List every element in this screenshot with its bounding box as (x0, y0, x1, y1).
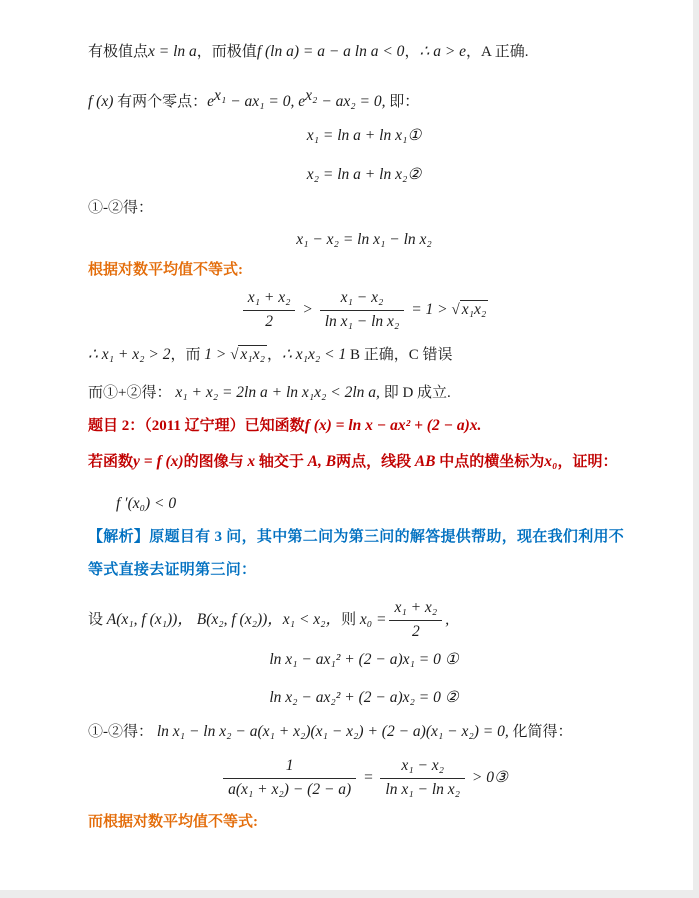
text-run: 两点，线段 (336, 454, 415, 470)
text-run: 而根据对数平均值不等式: (88, 814, 258, 830)
math-run: 1 > (204, 346, 231, 363)
math-run: A, B (307, 453, 337, 470)
text-run: ①-②得： (88, 724, 153, 740)
text-run: 中点的横坐标为 (435, 454, 545, 470)
equation-difference (88, 230, 640, 251)
math-run: ∴ a > e (419, 43, 467, 60)
math-run: , (445, 610, 450, 628)
fraction (380, 756, 465, 801)
math-run: f ′(x₀) < 0 (116, 495, 177, 512)
heading-problem-2-statement (88, 452, 640, 473)
exponent: x₁ (214, 87, 227, 104)
math-run: = 1 > (407, 300, 452, 318)
heading-problem-2 (88, 416, 640, 437)
equation-root-1 (88, 650, 640, 671)
fraction-denominator: 2 (265, 312, 273, 330)
paragraph-extreme-point (88, 42, 640, 63)
math-run: f (ln a) = a − a ln a < 0 (256, 43, 405, 60)
math-run: x₁ − x₂ = ln x₁ − ln x₂ (296, 231, 432, 248)
exponent: x₂ (305, 87, 318, 104)
text-run: 题目 2：（2011 辽宁理）已知函数 (88, 418, 305, 434)
text-run: 有两个零点： (113, 94, 208, 110)
heading-log-mean-inequality (88, 260, 640, 280)
fraction-denominator: ln x₁ − ln x₂ (324, 312, 400, 330)
heading-log-mean-inequality-2 (88, 812, 640, 832)
radicand: x₁x₂ (461, 300, 487, 318)
text-run: ，证明： (557, 454, 618, 470)
text-run: 【解析】原题目有 3 问，其中第二问为第三问的解答提供帮助，现在我们利用不 (88, 529, 625, 545)
math-run: − ax₂ = 0, (317, 93, 386, 110)
equation-log-mean (88, 288, 640, 333)
text-run: ，而 (170, 347, 205, 363)
paragraph-subtract-simplify (88, 722, 640, 743)
text-run: 而①+②得： (88, 385, 172, 401)
text-run: 即： (385, 94, 420, 110)
math-run: x₂ = ln a + ln x₂② (306, 166, 422, 183)
math-run: x = ln a (148, 43, 197, 60)
equation-1 (88, 126, 640, 147)
fraction-denominator: a(x₁ + x₂) − (2 − a) (228, 780, 352, 798)
text-run: ，而极值 (196, 44, 257, 60)
fraction (243, 288, 296, 333)
math-run: x₁ = ln a + ln x₁① (306, 127, 422, 144)
document-body (88, 0, 640, 890)
fraction (223, 756, 356, 801)
math-run: f (x) (88, 93, 114, 110)
math-run: x (247, 453, 256, 470)
math-run: > 0③ (468, 768, 508, 786)
text-run: 若函数 (88, 454, 134, 470)
math-run: ln x₂ − ax₂² + (2 − a)x₂ = 0 ② (269, 689, 459, 706)
square-root (230, 347, 267, 363)
radicand: x₁x₂ (240, 346, 265, 363)
page-edge-right (693, 0, 699, 898)
heading-analysis-line-2 (88, 560, 640, 580)
fraction-denominator: 2 (411, 622, 420, 640)
text-run: ， (404, 44, 420, 60)
paragraph-two-zeros (88, 86, 640, 113)
text-run: 设 (88, 611, 107, 628)
math-run: > (298, 300, 317, 318)
fraction (389, 598, 442, 643)
math-run: x₁ + x₂ = 2ln a + ln x₁x₂ < 2ln a, (171, 384, 380, 401)
math-run: = (359, 768, 378, 786)
radical-sign: √ (451, 301, 460, 318)
math-run: x₀ = (359, 610, 387, 628)
math-run: e (207, 93, 215, 110)
equation-root-2 (88, 688, 640, 709)
page-edge-bottom (0, 890, 699, 898)
paragraph-setup-points (88, 598, 640, 643)
text-run: B 正确，C 错误 (346, 347, 453, 363)
heading-analysis-line-1 (88, 527, 640, 547)
fraction-numerator: 1 (223, 756, 356, 779)
math-run: x₀ (544, 453, 558, 470)
text-run: 根据对数平均值不等式: (88, 262, 243, 278)
text-run: 有极值点 (88, 44, 149, 60)
equation-derivative-negative (88, 494, 668, 515)
math-run: y = f (x) (133, 453, 184, 470)
text-run: 等式直接去证明第三问： (88, 562, 257, 578)
fraction-numerator: x₁ + x₂ (389, 598, 442, 621)
paragraph-subtract (88, 198, 640, 218)
equation-2 (88, 165, 640, 186)
paragraph-conclusion-bc (88, 345, 640, 366)
text-run: ，A 正确. (466, 44, 529, 60)
fraction-numerator: x₁ − x₂ (320, 288, 405, 311)
math-run: ln x₁ − ln x₂ − a(x₁ + x₂)(x₁ − x₂) + (2 − a)(x₁ − x₂) = 0, (153, 723, 509, 740)
text-run: ①-②得： (88, 200, 153, 216)
square-root (451, 302, 488, 318)
math-run: − ax₁ = 0, e (226, 93, 306, 110)
equation-3-simplified (88, 756, 640, 801)
paragraph-conclusion-d (88, 383, 640, 404)
fraction-numerator: x₁ − x₂ (380, 756, 465, 779)
fraction-denominator: ln x₁ − ln x₂ (385, 780, 461, 798)
math-run: ∴ x₁x₂ < 1 (281, 346, 347, 363)
text-run: 的图像与 (183, 454, 248, 470)
text-run: 即 D 成立. (379, 385, 451, 401)
text-run: 化简得： (508, 724, 573, 740)
radical-sign: √ (230, 347, 239, 363)
text-run: 则 (341, 611, 360, 628)
math-run: ln x₁ − ax₁² + (2 − a)x₁ = 0 ① (269, 651, 459, 668)
fraction (320, 288, 405, 333)
math-run: f (x) = ln x − ax² + (2 − a)x. (304, 417, 482, 434)
text-run: ， (266, 347, 282, 363)
math-run: A(x₁, f (x₁))， B(x₂, f (x₂))，x₁ < x₂， (106, 610, 342, 628)
fraction-numerator: x₁ + x₂ (243, 288, 296, 311)
math-run: ∴ x₁ + x₂ > 2 (88, 346, 171, 363)
text-run: 轴交于 (255, 454, 308, 470)
math-run: AB (414, 453, 436, 470)
